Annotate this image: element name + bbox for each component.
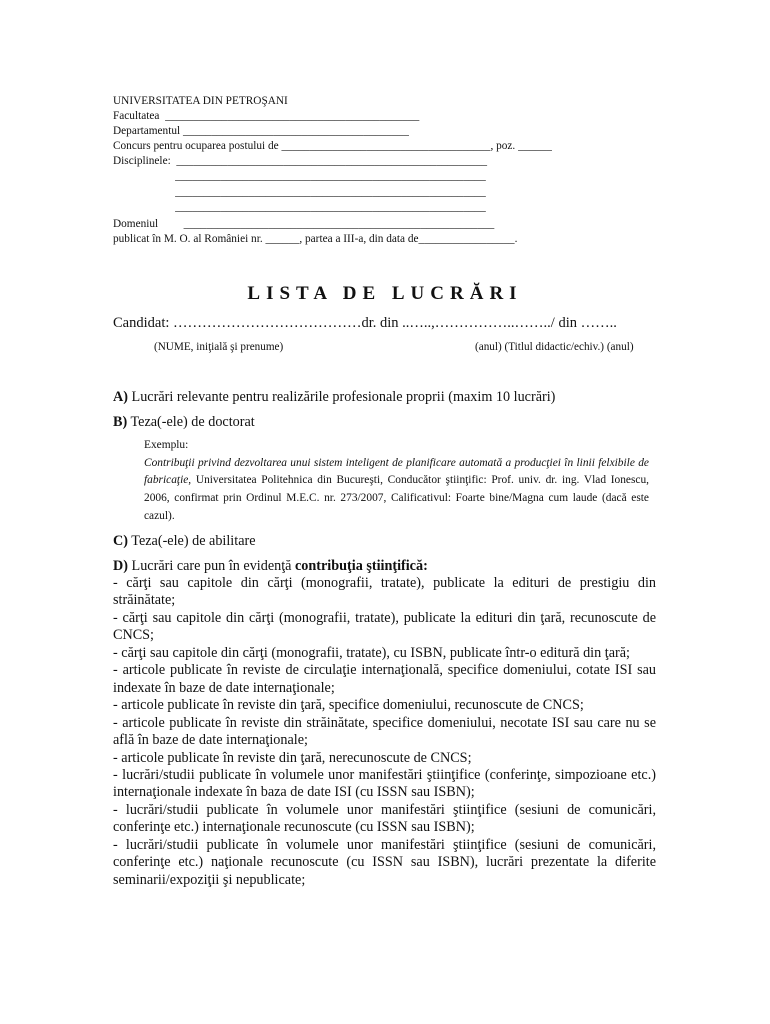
example-text xyxy=(144,455,649,526)
university-name: UNIVERSITATEA DIN PETROŞANI xyxy=(113,95,288,107)
disciplines-line-2: _______________________________________________________ xyxy=(113,170,486,183)
section-b-label: B) xyxy=(113,414,128,430)
section-d-bold: contribuţia ştiinţifică: xyxy=(295,558,428,574)
candidate-name-hint: (NUME, iniţială şi prenume) xyxy=(154,341,284,353)
contributions-list xyxy=(113,575,656,889)
example-label: Exemplu: xyxy=(144,439,189,451)
section-a xyxy=(113,389,656,406)
section-a-text: Lucrări relevante pentru realizările profesionale proprii (maxim 10 lucrări) xyxy=(127,389,556,405)
section-d-label: D) xyxy=(113,558,128,574)
candidate-line: Candidat: …………………………………dr. din ..…..,……………..……../ din …….. xyxy=(113,315,617,331)
section-b-text: Teza(-ele) de doctorat xyxy=(127,414,255,430)
section-d xyxy=(113,558,656,575)
section-c-text: Teza(-ele) de abilitare xyxy=(127,533,256,549)
list-item: - cărţi sau capitole din cărţi (monografii, tratate), publicate la edituri de prestigiu din străinătate; xyxy=(113,575,656,609)
section-b xyxy=(113,414,656,431)
section-c xyxy=(113,533,656,550)
section-c-label: C) xyxy=(113,533,128,549)
list-item: - articole publicate în reviste din ţară, specifice domeniului, recunoscute de CNCS; xyxy=(113,697,584,714)
position-line: Concurs pentru ocuparea postului de _____________________________________, poz. ______ xyxy=(113,140,552,153)
list-item: - cărţi sau capitole din cărţi (monografii, tratate), publicate la edituri din ţară, recunoscute de CNCS; xyxy=(113,609,656,644)
list-item: - lucrări/studii publicate în volumele unor manifestări ştiinţifice (conferinţe, simpozioane etc.) internaţionale indexate în baza de date ISI (cu ISSN sau ISBN); xyxy=(113,766,656,801)
publication-line: publicat în M. O. al României nr. ______, partea a III-a, din data de_________________. xyxy=(113,232,518,245)
list-item: - cărţi sau capitole din cărţi (monografii, tratate), cu ISBN, publicate într-o editură din ţară; xyxy=(113,644,630,661)
header-block xyxy=(113,94,643,247)
example-thesis-title: Contribuţii privind dezvoltarea unui sistem inteligent de planificare automată a producţiei în linii felxibile de fabricaţie xyxy=(144,456,649,487)
example-block xyxy=(144,437,649,526)
domain-line: Domeniul _______________________________________________________ xyxy=(113,217,495,230)
example-details: , Universitatea Politehnica din Bucureşti, Conducător ştiinţific: Prof. univ. dr. ing. Vlad Ionescu, 2006, confirmat prin Ordinul M.E.C. nr. 273/2007, Calificativul: Foarte bine/Magna cum laude (dacă este cazul). xyxy=(144,474,649,522)
list-item: - articole publicate în reviste de circulaţie internaţională, specifice domeniului, cotate ISI sau indexate în baze de date internaţionale; xyxy=(113,662,656,696)
department-line: Departamentul ________________________________________ xyxy=(113,125,409,138)
candidate-title-hint: (anul) (Titlul didactic/echiv.) (anul) xyxy=(475,341,634,353)
faculty-line: Facultatea _____________________________________________ xyxy=(113,110,420,123)
list-item: - articole publicate în reviste din străinătate, specifice domeniului, necotate ISI sau care nu se află în baze de date internaţionale; xyxy=(113,714,656,749)
list-item: - lucrări/studii publicate în volumele unor manifestări ştiinţifice (sesiuni de comunicări, conferinţe etc.) naţionale recunoscute (cu ISSN sau ISBN), lucrări prezentate la diferite seminarii/expoziţii şi nepublicate; xyxy=(113,836,656,888)
section-a-label: A) xyxy=(113,389,128,405)
disciplines-line-4: _______________________________________________________ xyxy=(113,200,486,213)
disciplines-line: Disciplinele: _______________________________________________________ xyxy=(113,155,488,168)
page-title: LISTA DE LUCRĂRI xyxy=(247,283,523,304)
list-item: - articole publicate în reviste din ţară, nerecunoscute de CNCS; xyxy=(113,749,472,766)
list-item: - lucrări/studii publicate în volumele unor manifestări ştiinţifice (sesiuni de comunicări, conferinţe etc.) internaţionale recunoscute (cu ISSN sau ISBN); xyxy=(113,801,656,836)
section-d-text: Lucrări care pun în evidenţă xyxy=(127,558,295,574)
disciplines-line-3: _______________________________________________________ xyxy=(113,185,486,198)
